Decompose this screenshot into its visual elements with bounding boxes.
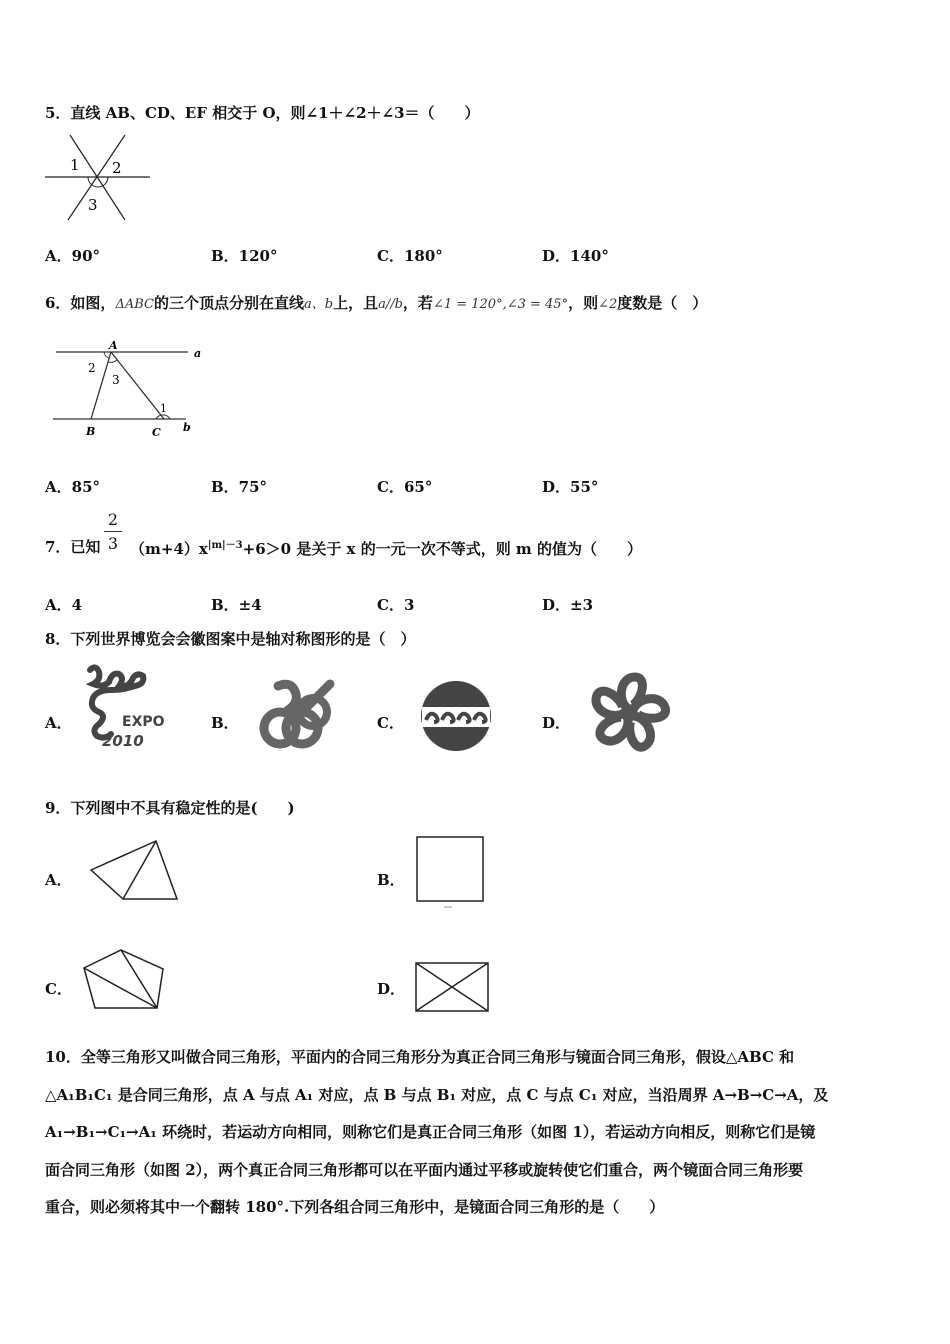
q10-line-3: A₁→B₁→C₁→A₁ 环绕时，若运动方向相同，则称它们是真正合同三角形（如图 1），若运动方向相反，则称它们是镜 — [45, 1123, 816, 1141]
q6-stem — [45, 292, 707, 313]
q6-option-d[interactable]: D．55° — [542, 478, 599, 496]
q9-shape-a-triangles[interactable] — [88, 838, 180, 902]
q8-stem: 8．下列世界博览会会徽图案中是轴对称图形的是（ ） — [45, 630, 416, 648]
q5-stem: 5．直线 AB、CD、EF 相交于 O，则∠1＋∠2＋∠3＝（ ） — [45, 104, 480, 122]
q8-option-c[interactable]: C． — [377, 714, 404, 732]
q6-math-triangle: ΔABC — [115, 297, 154, 312]
waves-logo-icon[interactable] — [420, 680, 492, 752]
q5-option-c[interactable]: C．180° — [377, 247, 443, 265]
q6-label-B: B — [86, 425, 96, 438]
q5-label-3: 3 — [88, 196, 98, 214]
q6-suffix: 度数是（ ） — [617, 294, 708, 312]
q9-shape-d-rectangle-crossed[interactable] — [413, 960, 491, 1014]
flower-logo-icon[interactable] — [588, 670, 670, 756]
q6-option-b[interactable]: B．75° — [211, 478, 268, 496]
q7-part2: +6＞0 是关于 x 的一元一次不等式，则 m 的值为（ ） — [242, 540, 643, 558]
q10-line-5: 重合，则必须将其中一个翻转 180°.下列各组合同三角形中，是镜面合同三角形的是（ ） — [45, 1198, 665, 1216]
q6-mid4: ，则 — [568, 294, 599, 312]
q6-math-angle2: ∠2 — [598, 297, 618, 312]
q10-line-4: 面合同三角形（如图 2），两个真正合同三角形都可以在平面内通过平移或旋转使它们重合，两个镜面合同三角形要 — [45, 1160, 804, 1179]
q6-figure — [48, 338, 208, 443]
q10-paragraph — [45, 1039, 905, 1227]
q7-option-d[interactable]: D．±3 — [542, 596, 594, 614]
q9-stem: 9．下列图中不具有稳定性的是( ) — [45, 799, 295, 817]
q6-math-parallel: a//b — [378, 297, 403, 312]
q6-math-lines: a、b — [303, 297, 334, 312]
q6-mid2: 上，且 — [333, 294, 379, 312]
q9-shape-c-pentagon[interactable] — [80, 947, 168, 1013]
q5-label-2: 2 — [112, 159, 122, 177]
q7-option-b[interactable]: B．±4 — [211, 596, 262, 614]
q7-exponent: |m|－3 — [207, 540, 243, 551]
expo-logo-text: EXPO — [122, 714, 165, 730]
q10-line-1: 10．全等三角形又叫做合同三角形，平面内的合同三角形分为真正合同三角形与镜面合同三角形，假设△ABC 和 — [45, 1048, 795, 1066]
q6-option-a[interactable]: A．85° — [45, 478, 101, 496]
q6-label-a: a — [194, 347, 202, 360]
q6-label-2: 2 — [88, 361, 96, 375]
q7-stem — [130, 536, 642, 559]
q7-option-a[interactable]: A．4 — [45, 596, 83, 614]
q5-figure — [40, 130, 155, 225]
q9-option-d[interactable]: D． — [377, 980, 406, 998]
rings-logo-icon[interactable] — [258, 678, 338, 753]
q5-option-d[interactable]: D．140° — [542, 247, 609, 265]
expo-logo-year: 2010 — [102, 732, 144, 750]
q10-line-2: △A₁B₁C₁ 是合同三角形，点 A 与点 A₁ 对应，点 B 与点 B₁ 对应，点 C 与点 C₁ 对应，当沿周界 A→B→C→A，及 — [45, 1085, 829, 1104]
expo-2010-logo-icon[interactable] — [78, 662, 173, 752]
q6-label-A: A — [109, 339, 118, 352]
q9-shape-b-square[interactable] — [414, 834, 486, 910]
q7-option-c[interactable]: C．3 — [377, 596, 415, 614]
q9-option-b[interactable]: B． — [377, 871, 405, 889]
q9-option-a[interactable]: A． — [45, 871, 72, 889]
q8-option-b[interactable]: B． — [211, 714, 239, 732]
q6-math-angles: ∠1 = 120°,∠3 = 45° — [432, 297, 569, 312]
q8-option-d[interactable]: D． — [542, 714, 571, 732]
q5-option-b[interactable]: B．120° — [211, 247, 278, 265]
q9-option-c[interactable]: C． — [45, 980, 72, 998]
q6-label-1: 1 — [160, 402, 167, 415]
q7-part1: （m+4）x — [130, 540, 208, 558]
q6-mid3: ，若 — [402, 294, 433, 312]
q6-prefix: 6．如图， — [45, 294, 116, 312]
q5-label-1: 1 — [70, 156, 80, 174]
q6-option-c[interactable]: C．65° — [377, 478, 433, 496]
q6-label-C: C — [152, 426, 161, 439]
q7-num: 7．已知 — [45, 538, 101, 556]
q7-fraction — [104, 510, 122, 553]
q7-frac-denominator: 3 — [107, 534, 119, 553]
q8-option-a[interactable]: A． — [45, 714, 72, 732]
q6-label-b: b — [183, 421, 191, 434]
q7-frac-numerator: 2 — [107, 510, 119, 529]
q6-label-3: 3 — [112, 373, 120, 387]
q6-mid1: 的三个顶点分别在直线 — [153, 294, 304, 312]
q5-option-a[interactable]: A．90° — [45, 247, 101, 265]
